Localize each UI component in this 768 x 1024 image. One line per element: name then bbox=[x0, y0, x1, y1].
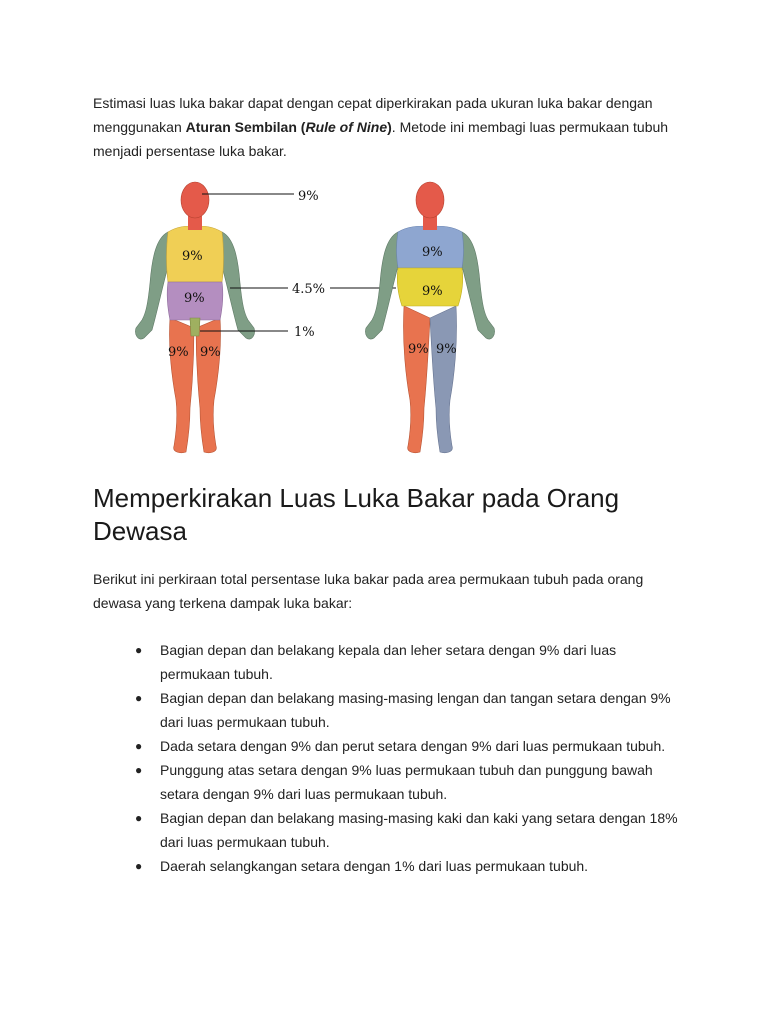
back-body bbox=[365, 182, 494, 453]
list-item-text: Bagian depan dan belakang masing-masing lengan dan tangan setara dengan 9% dari luas permukaan tubuh. bbox=[160, 690, 671, 730]
list-item-text: Daerah selangkangan setara dengan 1% dari luas permukaan tubuh. bbox=[160, 858, 589, 874]
back-left-leg-label: 9% bbox=[408, 342, 429, 357]
back-right-arm bbox=[460, 232, 495, 339]
list-item bbox=[93, 686, 683, 734]
front-right-leg bbox=[196, 318, 221, 453]
lead-paragraph: Berikut ini perkiraan total persentase luka bakar pada area permukaan tubuh pada orang dewasa yang terkena dampak luka bakar: bbox=[93, 571, 644, 611]
list-item-text: Bagian depan dan belakang kepala dan leher setara dengan 9% dari luas permukaan tubuh. bbox=[160, 642, 617, 682]
section-heading: Memperkirakan Luas Luka Bakar pada Orang Dewasa bbox=[93, 483, 620, 546]
list-item bbox=[93, 854, 683, 878]
front-left-leg bbox=[169, 318, 194, 453]
bullet-icon: ● bbox=[135, 763, 143, 777]
front-groin bbox=[190, 318, 200, 336]
back-right-leg bbox=[430, 306, 457, 453]
bullet-icon: ● bbox=[135, 811, 143, 825]
list-item bbox=[93, 806, 683, 854]
front-chest-label: 9% bbox=[182, 249, 203, 264]
intro-close-paren: ) bbox=[387, 119, 392, 135]
bullet-icon: ● bbox=[135, 691, 143, 705]
intro-open-paren: ( bbox=[296, 119, 306, 135]
front-left-leg-label: 9% bbox=[168, 345, 189, 360]
list-item-text: Dada setara dengan 9% dan perut setara dengan 9% dari luas permukaan tubuh. bbox=[160, 738, 666, 754]
groin-callout-label: 1% bbox=[294, 325, 315, 340]
bullet-icon: ● bbox=[135, 643, 143, 657]
front-right-leg-label: 9% bbox=[200, 345, 221, 360]
list-item bbox=[93, 758, 683, 806]
arm-callout-label: 4.5% bbox=[292, 282, 326, 297]
front-right-arm bbox=[220, 232, 255, 339]
bullet-icon: ● bbox=[135, 739, 143, 753]
facts-list bbox=[93, 638, 683, 878]
back-upper-label: 9% bbox=[422, 245, 443, 260]
front-head bbox=[181, 182, 209, 218]
back-right-leg-label: 9% bbox=[436, 342, 457, 357]
list-item-text: Punggung atas setara dengan 9% luas permukaan tubuh dan punggung bawah setara dengan 9% dari luas permukaan tubuh. bbox=[160, 762, 653, 802]
intro-paragraph bbox=[93, 91, 683, 163]
back-left-arm bbox=[365, 232, 400, 339]
front-abdomen-label: 9% bbox=[184, 291, 205, 306]
back-left-leg bbox=[403, 306, 430, 453]
intro-italic-term: Rule of Nine bbox=[305, 119, 388, 135]
list-item bbox=[93, 638, 683, 686]
list-item bbox=[93, 734, 683, 758]
front-left-arm bbox=[135, 232, 170, 339]
intro-text-2: . Metode ini membagi luas permukaan tubuh menjadi persentase luka bakar. bbox=[93, 119, 669, 159]
head-callout-label: 9% bbox=[298, 189, 319, 204]
body-diagram bbox=[120, 178, 520, 460]
back-lower-label: 9% bbox=[422, 284, 443, 299]
back-head bbox=[416, 182, 444, 218]
list-item-text: Bagian depan dan belakang masing-masing kaki dan kaki yang setara dengan 18% dari luas permukaan tubuh. bbox=[160, 810, 678, 850]
front-body bbox=[135, 182, 254, 453]
intro-bold-term: Aturan Sembilan bbox=[185, 119, 297, 135]
bullet-icon: ● bbox=[135, 859, 143, 873]
intro-text-1: Estimasi luas luka bakar dapat dengan cepat diperkirakan pada ukuran luka bakar dengan menggunakan bbox=[93, 95, 653, 135]
rule-of-nines-figure bbox=[120, 178, 520, 460]
